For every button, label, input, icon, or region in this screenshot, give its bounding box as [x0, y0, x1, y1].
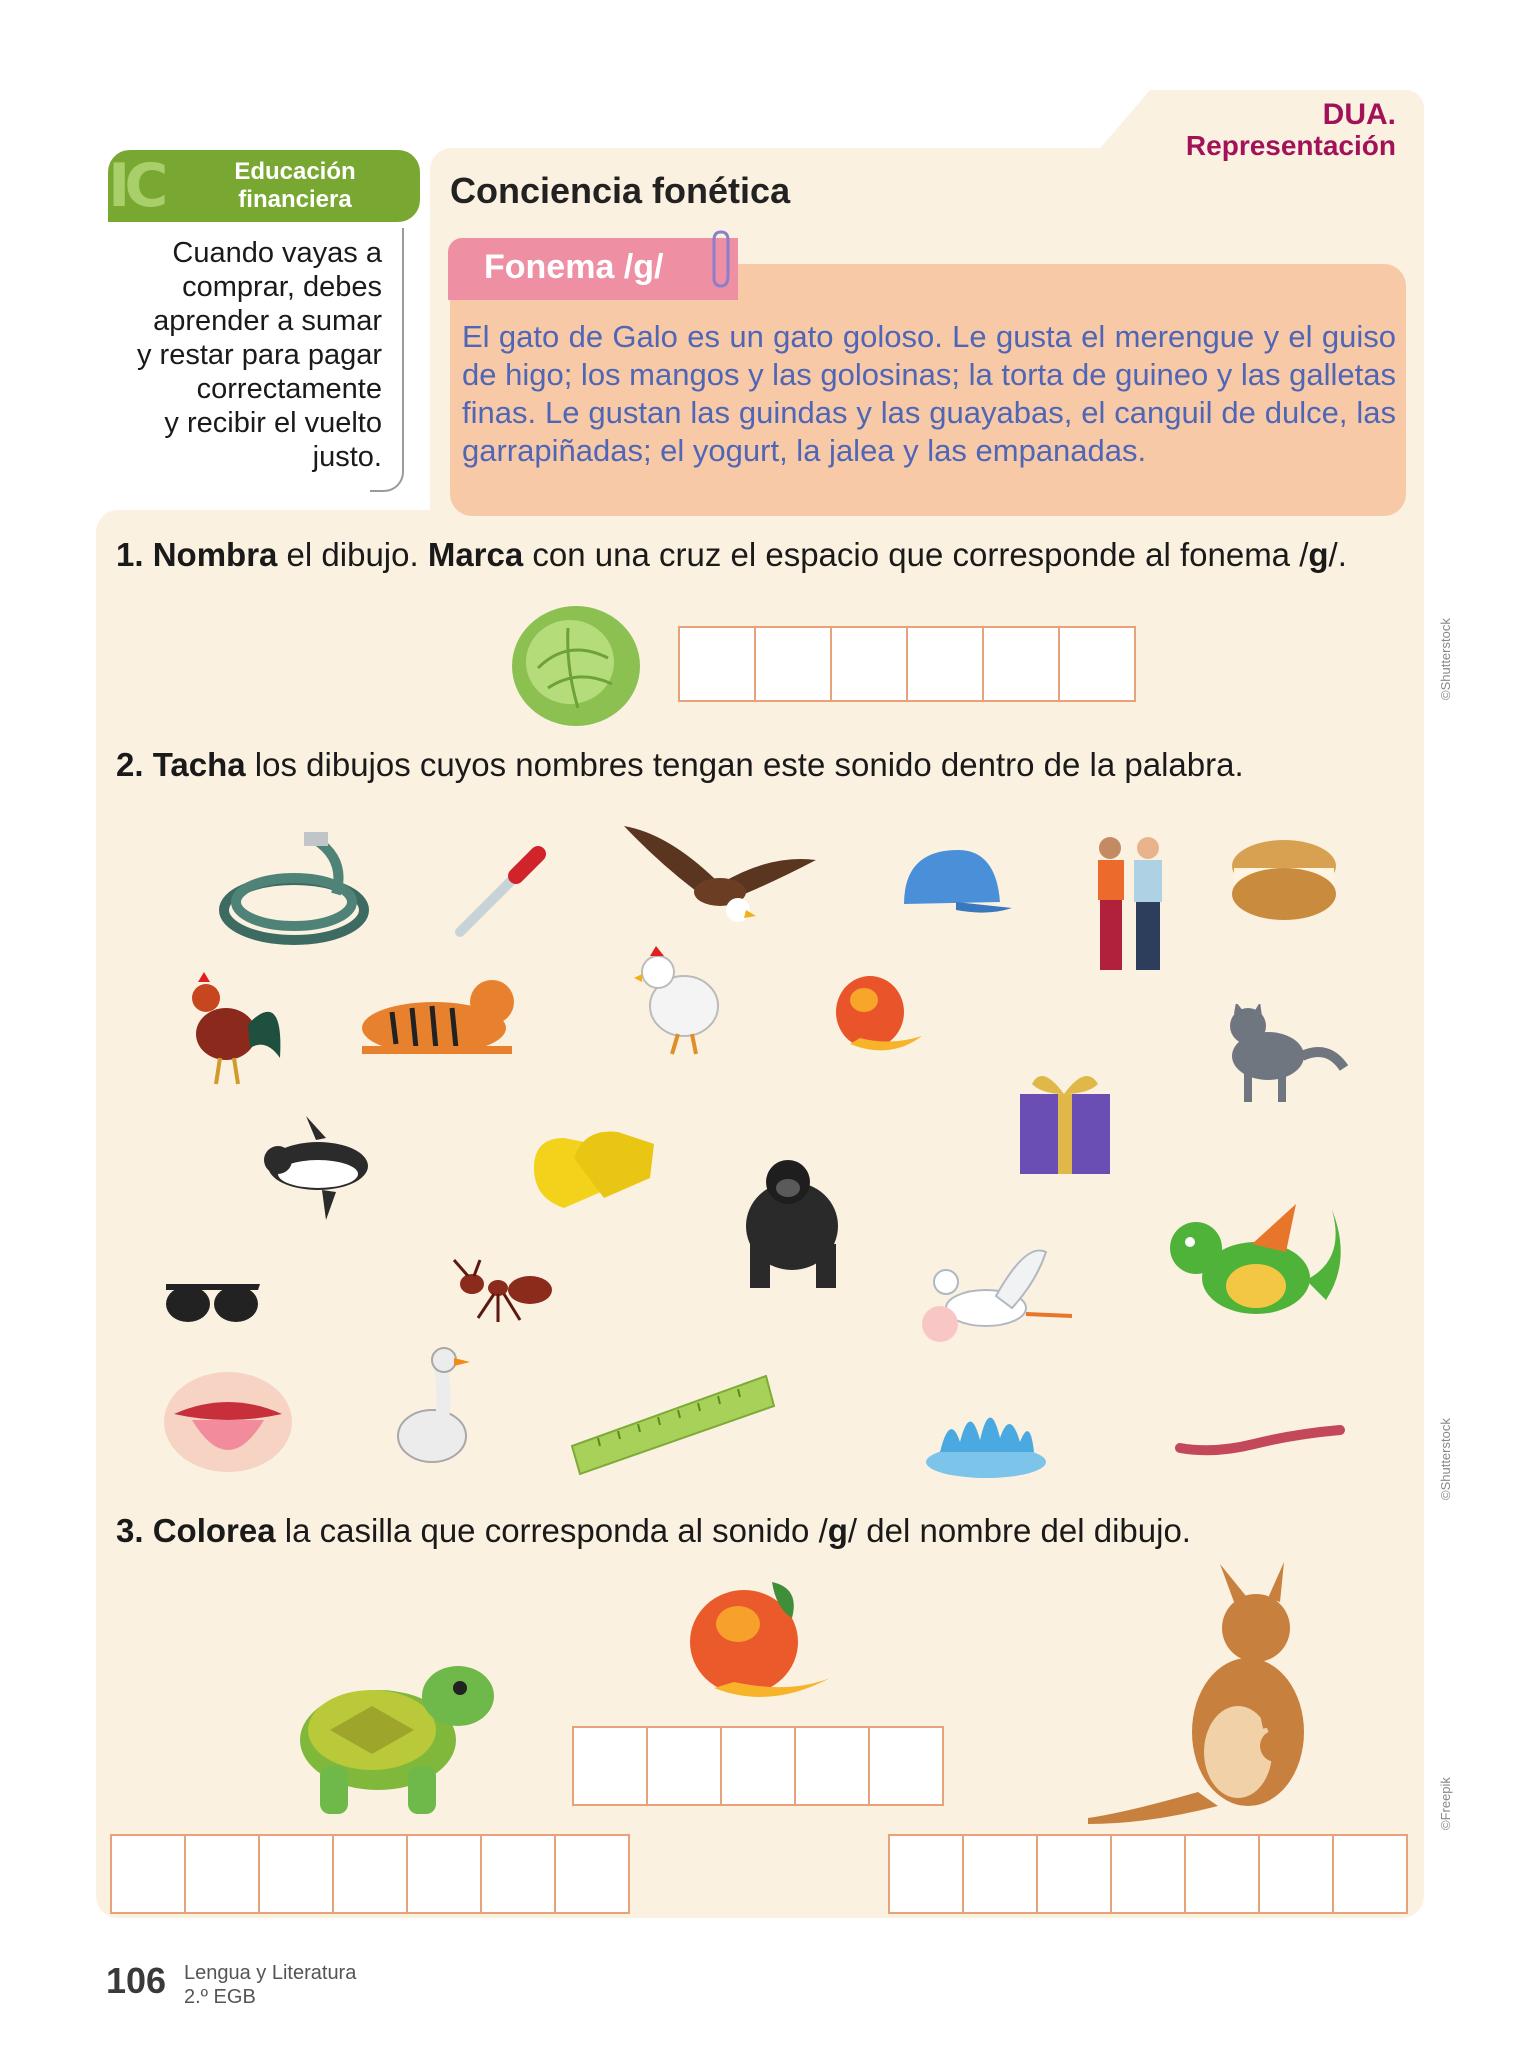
men-icon[interactable] — [1078, 834, 1188, 974]
ic-body-line: aprender a sumar — [153, 305, 382, 337]
grade-label: 2.º EGB — [184, 1986, 256, 2008]
credit-shutterstock-2: ©Shutterstock — [1438, 1418, 1453, 1500]
q2-number: 2. — [116, 746, 144, 783]
q3-letter: g — [827, 1512, 848, 1549]
answer-cell[interactable] — [720, 1726, 796, 1806]
q1-number: 1. — [116, 536, 144, 573]
q1-text3: /. — [1328, 536, 1347, 573]
worm-icon[interactable] — [1174, 1420, 1348, 1460]
dua-title: DUA. — [1322, 98, 1396, 131]
answer-cell[interactable] — [1184, 1834, 1260, 1914]
answer-cell[interactable] — [962, 1834, 1038, 1914]
q3-number: 3. — [116, 1512, 144, 1549]
answer-cell[interactable] — [888, 1834, 964, 1914]
ic-title-line2: financiera — [238, 186, 352, 213]
ic-body-line: Cuando vayas a — [172, 237, 382, 269]
answer-cell[interactable] — [572, 1726, 648, 1806]
fonema-label: Fonema /g/ — [484, 248, 664, 286]
q1-verb2: Marca — [427, 536, 524, 573]
splash-icon[interactable] — [920, 1392, 1052, 1482]
ic-body — [96, 236, 382, 474]
question-3 — [116, 1510, 1436, 1552]
hose-icon[interactable] — [216, 830, 372, 950]
answer-cell[interactable] — [1036, 1834, 1112, 1914]
mango-icon — [680, 1578, 836, 1710]
answer-cell[interactable] — [794, 1726, 870, 1806]
paperclip-icon — [706, 228, 736, 290]
answer-cell[interactable] — [406, 1834, 482, 1914]
cap-icon[interactable] — [896, 844, 1014, 918]
eagle-icon[interactable] — [620, 824, 820, 932]
q1-text1: el dibujo. — [277, 536, 428, 573]
sunglasses-icon[interactable] — [162, 1274, 266, 1328]
answer-cell[interactable] — [830, 626, 908, 702]
fonema-text: El gato de Galo es un gato goloso. Le gusta el merengue y el guiso de higo; los mangos y las golosinas; la torta de guineo y las galletas finas. Le gustan las guindas y las guayabas, el canguil de dulce, las garrapiñadas; el yogurt, la jalea y las empanadas. — [462, 319, 1397, 468]
ruler-icon[interactable] — [568, 1372, 778, 1476]
tiger-icon[interactable] — [352, 972, 528, 1062]
penguin-icon[interactable] — [256, 1114, 382, 1224]
answer-cell[interactable] — [480, 1834, 556, 1914]
gloves-icon[interactable] — [524, 1118, 660, 1222]
q3-verb: Colorea — [152, 1512, 276, 1549]
answer-cell[interactable] — [110, 1834, 186, 1914]
answer-cell[interactable] — [678, 626, 756, 702]
hen-icon[interactable] — [632, 942, 728, 1056]
answer-cell[interactable] — [1332, 1834, 1408, 1914]
dua-subtitle: Representación — [1185, 130, 1396, 161]
kangaroo-icon — [1088, 1562, 1328, 1824]
ic-body-line: comprar, debes — [182, 271, 382, 303]
kangaroo-answer-boxes — [890, 1834, 1408, 1914]
answer-cell[interactable] — [554, 1834, 630, 1914]
answer-cell[interactable] — [258, 1834, 334, 1914]
ant-icon[interactable] — [448, 1258, 556, 1324]
lettuce-icon — [508, 598, 644, 730]
mango-icon[interactable] — [830, 970, 926, 1066]
ic-body-line: justo. — [312, 441, 382, 473]
q3-text1: la casilla que corresponda al sonido / — [275, 1512, 828, 1549]
section-title: Conciencia fonética — [450, 170, 791, 211]
stork-icon[interactable] — [916, 1242, 1076, 1352]
tongue-icon[interactable] — [162, 1370, 294, 1474]
ic-title-line1: Educación — [234, 158, 356, 185]
answer-cell[interactable] — [332, 1834, 408, 1914]
question-2 — [116, 744, 1436, 786]
answer-cell[interactable] — [1110, 1834, 1186, 1914]
page-number: 106 — [106, 1960, 167, 2001]
ic-title — [190, 158, 400, 214]
mango-answer-boxes — [574, 1726, 944, 1806]
answer-cell[interactable] — [868, 1726, 944, 1806]
dropper-icon[interactable] — [450, 840, 550, 940]
ic-body-line: y restar para pagar — [136, 339, 382, 371]
answer-cell[interactable] — [184, 1834, 260, 1914]
cat-icon[interactable] — [1218, 1004, 1348, 1104]
q1-verb1: Nombra — [152, 536, 278, 573]
question-1 — [116, 534, 1376, 576]
answer-cell[interactable] — [1258, 1834, 1334, 1914]
ic-logo: IC — [108, 151, 163, 221]
q1-letter: g — [1308, 536, 1329, 573]
rooster-icon[interactable] — [176, 968, 288, 1088]
goose-icon[interactable] — [390, 1344, 472, 1474]
cookie-icon[interactable] — [1228, 836, 1340, 926]
q2-verb: Tacha — [152, 746, 246, 783]
gift-icon[interactable] — [1012, 1064, 1118, 1178]
answer-cell[interactable] — [754, 626, 832, 702]
turtle-icon — [280, 1636, 504, 1820]
gorilla-icon[interactable] — [736, 1154, 850, 1290]
q1-text2: con una cruz el espacio que corresponde al fonema / — [523, 536, 1309, 573]
credit-shutterstock-1: ©Shutterstock — [1438, 618, 1453, 700]
ic-body-line: y recibir el vuelto — [164, 407, 382, 439]
answer-cell[interactable] — [906, 626, 984, 702]
credit-freepik: ©Freepik — [1438, 1777, 1453, 1830]
ic-body-line: correctamente — [196, 373, 382, 405]
answer-cell[interactable] — [982, 626, 1060, 702]
subject-label: Lengua y Literatura — [184, 1962, 357, 1984]
dragon-icon[interactable] — [1156, 1200, 1352, 1328]
turtle-answer-boxes — [112, 1834, 630, 1914]
q2-text: los dibujos cuyos nombres tengan este sonido dentro de la palabra. — [245, 746, 1244, 783]
q1-answer-boxes — [680, 626, 1136, 702]
answer-cell[interactable] — [1058, 626, 1136, 702]
answer-cell[interactable] — [646, 1726, 722, 1806]
q3-text2: / del nombre del dibujo. — [847, 1512, 1191, 1549]
